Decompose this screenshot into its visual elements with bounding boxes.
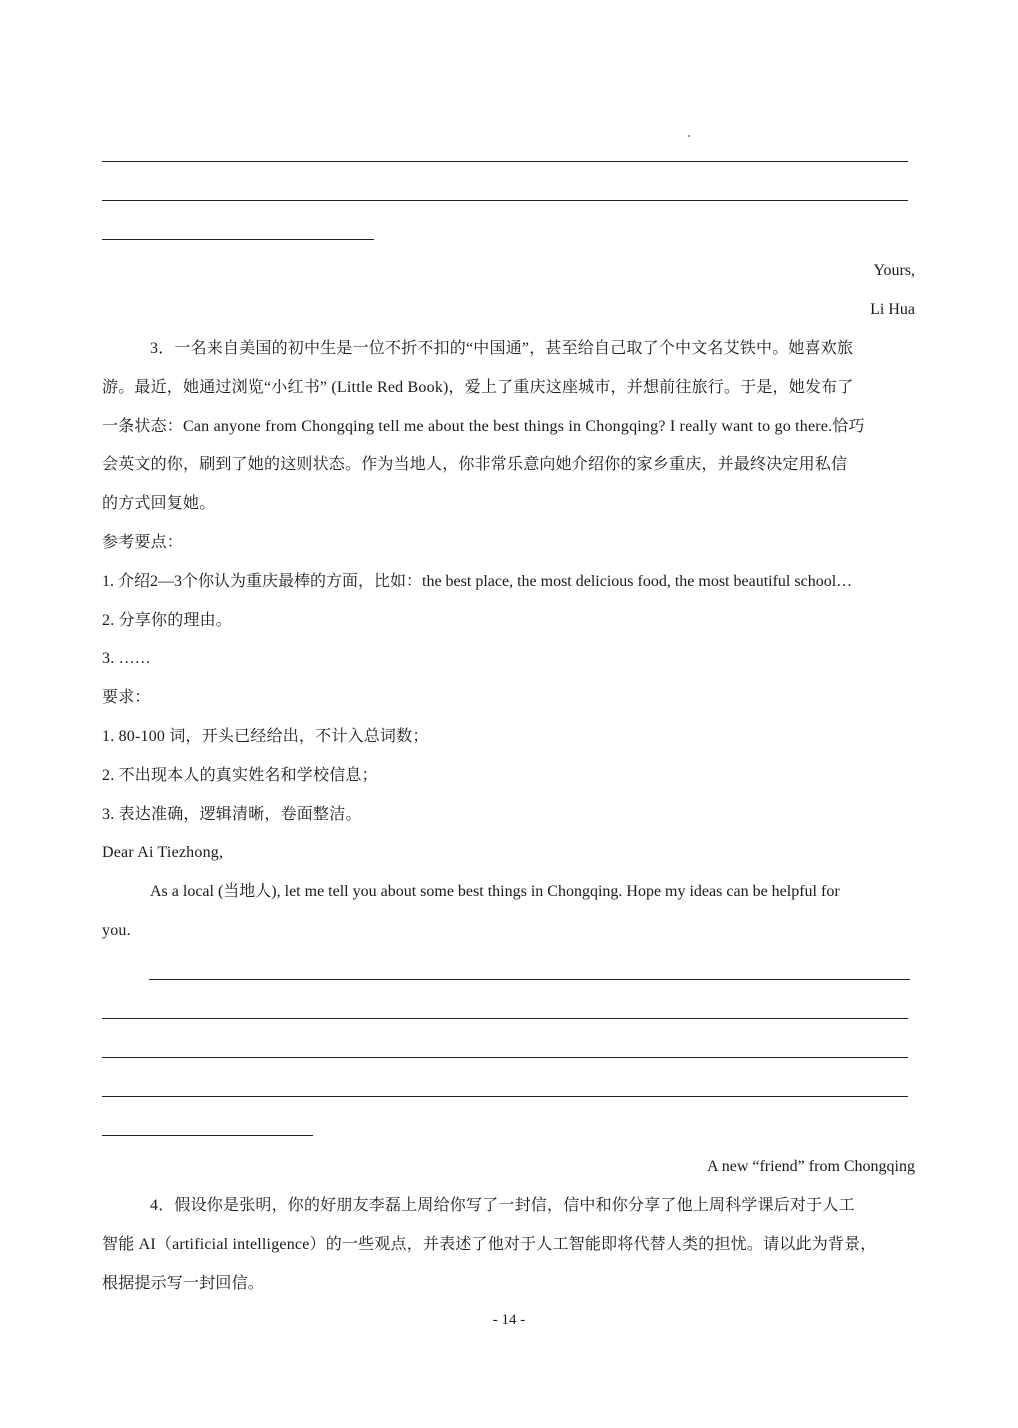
answer-line: [149, 979, 910, 980]
prompt-line: 3．一名来自美国的初中生是一位不折不扣的“中国通”，甚至给自己取了个中文名艾铁中。她喜欢旅: [150, 340, 854, 357]
requirement-item: 2. 不出现本人的真实姓名和学校信息；: [102, 766, 378, 784]
question-4-prompt: [102, 1196, 915, 1312]
prompt-line: 根据提示写一封回信。: [102, 1274, 265, 1292]
stray-mark: [688, 135, 690, 137]
requirement-item: 1. 80-100 词，开头已经给出，不计入总词数；: [102, 727, 429, 745]
salutation: Dear Ai Tiezhong,: [102, 844, 224, 862]
letter-signature: Li Hua: [870, 301, 915, 318]
question-3-prompt: [102, 339, 915, 960]
answer-line: [102, 1096, 908, 1097]
letter-signoff: A new “friend” from Chongqing: [707, 1158, 915, 1175]
point-item: 3. ……: [102, 650, 151, 668]
prompt-line: 智能 AI（artificial intelligence）的一些观点，并表述了他对于人工智能即将代替人类的担忧。请以此为背景，: [102, 1235, 877, 1253]
answer-line: [102, 161, 908, 162]
answer-line: [102, 1018, 908, 1019]
prompt-line: 4．假设你是张明，你的好朋友李磊上周给你写了一封信，信中和你分享了他上周科学课后对于人工: [150, 1197, 855, 1214]
letter-closing: Yours,: [873, 262, 915, 279]
point-item: 2. 分享你的理由。: [102, 611, 233, 629]
point-item: 1. 介绍2—3个你认为重庆最棒的方面，比如：the best place, the most delicious food, the most beautiful school…: [102, 572, 853, 590]
prompt-line: 游。最近，她通过浏览“小红书” (Little Red Book)，爱上了重庆这座城市，并想前往旅行。于是，她发布了: [102, 378, 854, 396]
page-number: - 14 -: [492, 1312, 526, 1328]
requirement-item: 3. 表达准确，逻辑清晰，卷面整洁。: [102, 805, 362, 823]
answer-line: [102, 200, 908, 201]
opening-line: you.: [102, 921, 131, 939]
opening-line: As a local (当地人), let me tell you about some best things in Chongqing. Hope my ideas can be helpful for: [150, 883, 840, 901]
answer-line-short: [102, 239, 374, 240]
prompt-line: 会英文的你，刷到了她的这则状态。作为当地人，你非常乐意向她介绍你的家乡重庆，并最终决定用私信: [102, 456, 848, 474]
points-heading: 参考要点：: [102, 533, 184, 551]
prompt-line: 的方式回复她。: [102, 495, 216, 513]
answer-line-short: [102, 1135, 313, 1136]
answer-line: [102, 1057, 908, 1058]
prompt-line: 一条状态：Can anyone from Chongqing tell me about the best things in Chongqing? I really want to go there.恰巧: [102, 417, 865, 435]
requirements-heading: 要求：: [102, 689, 151, 707]
